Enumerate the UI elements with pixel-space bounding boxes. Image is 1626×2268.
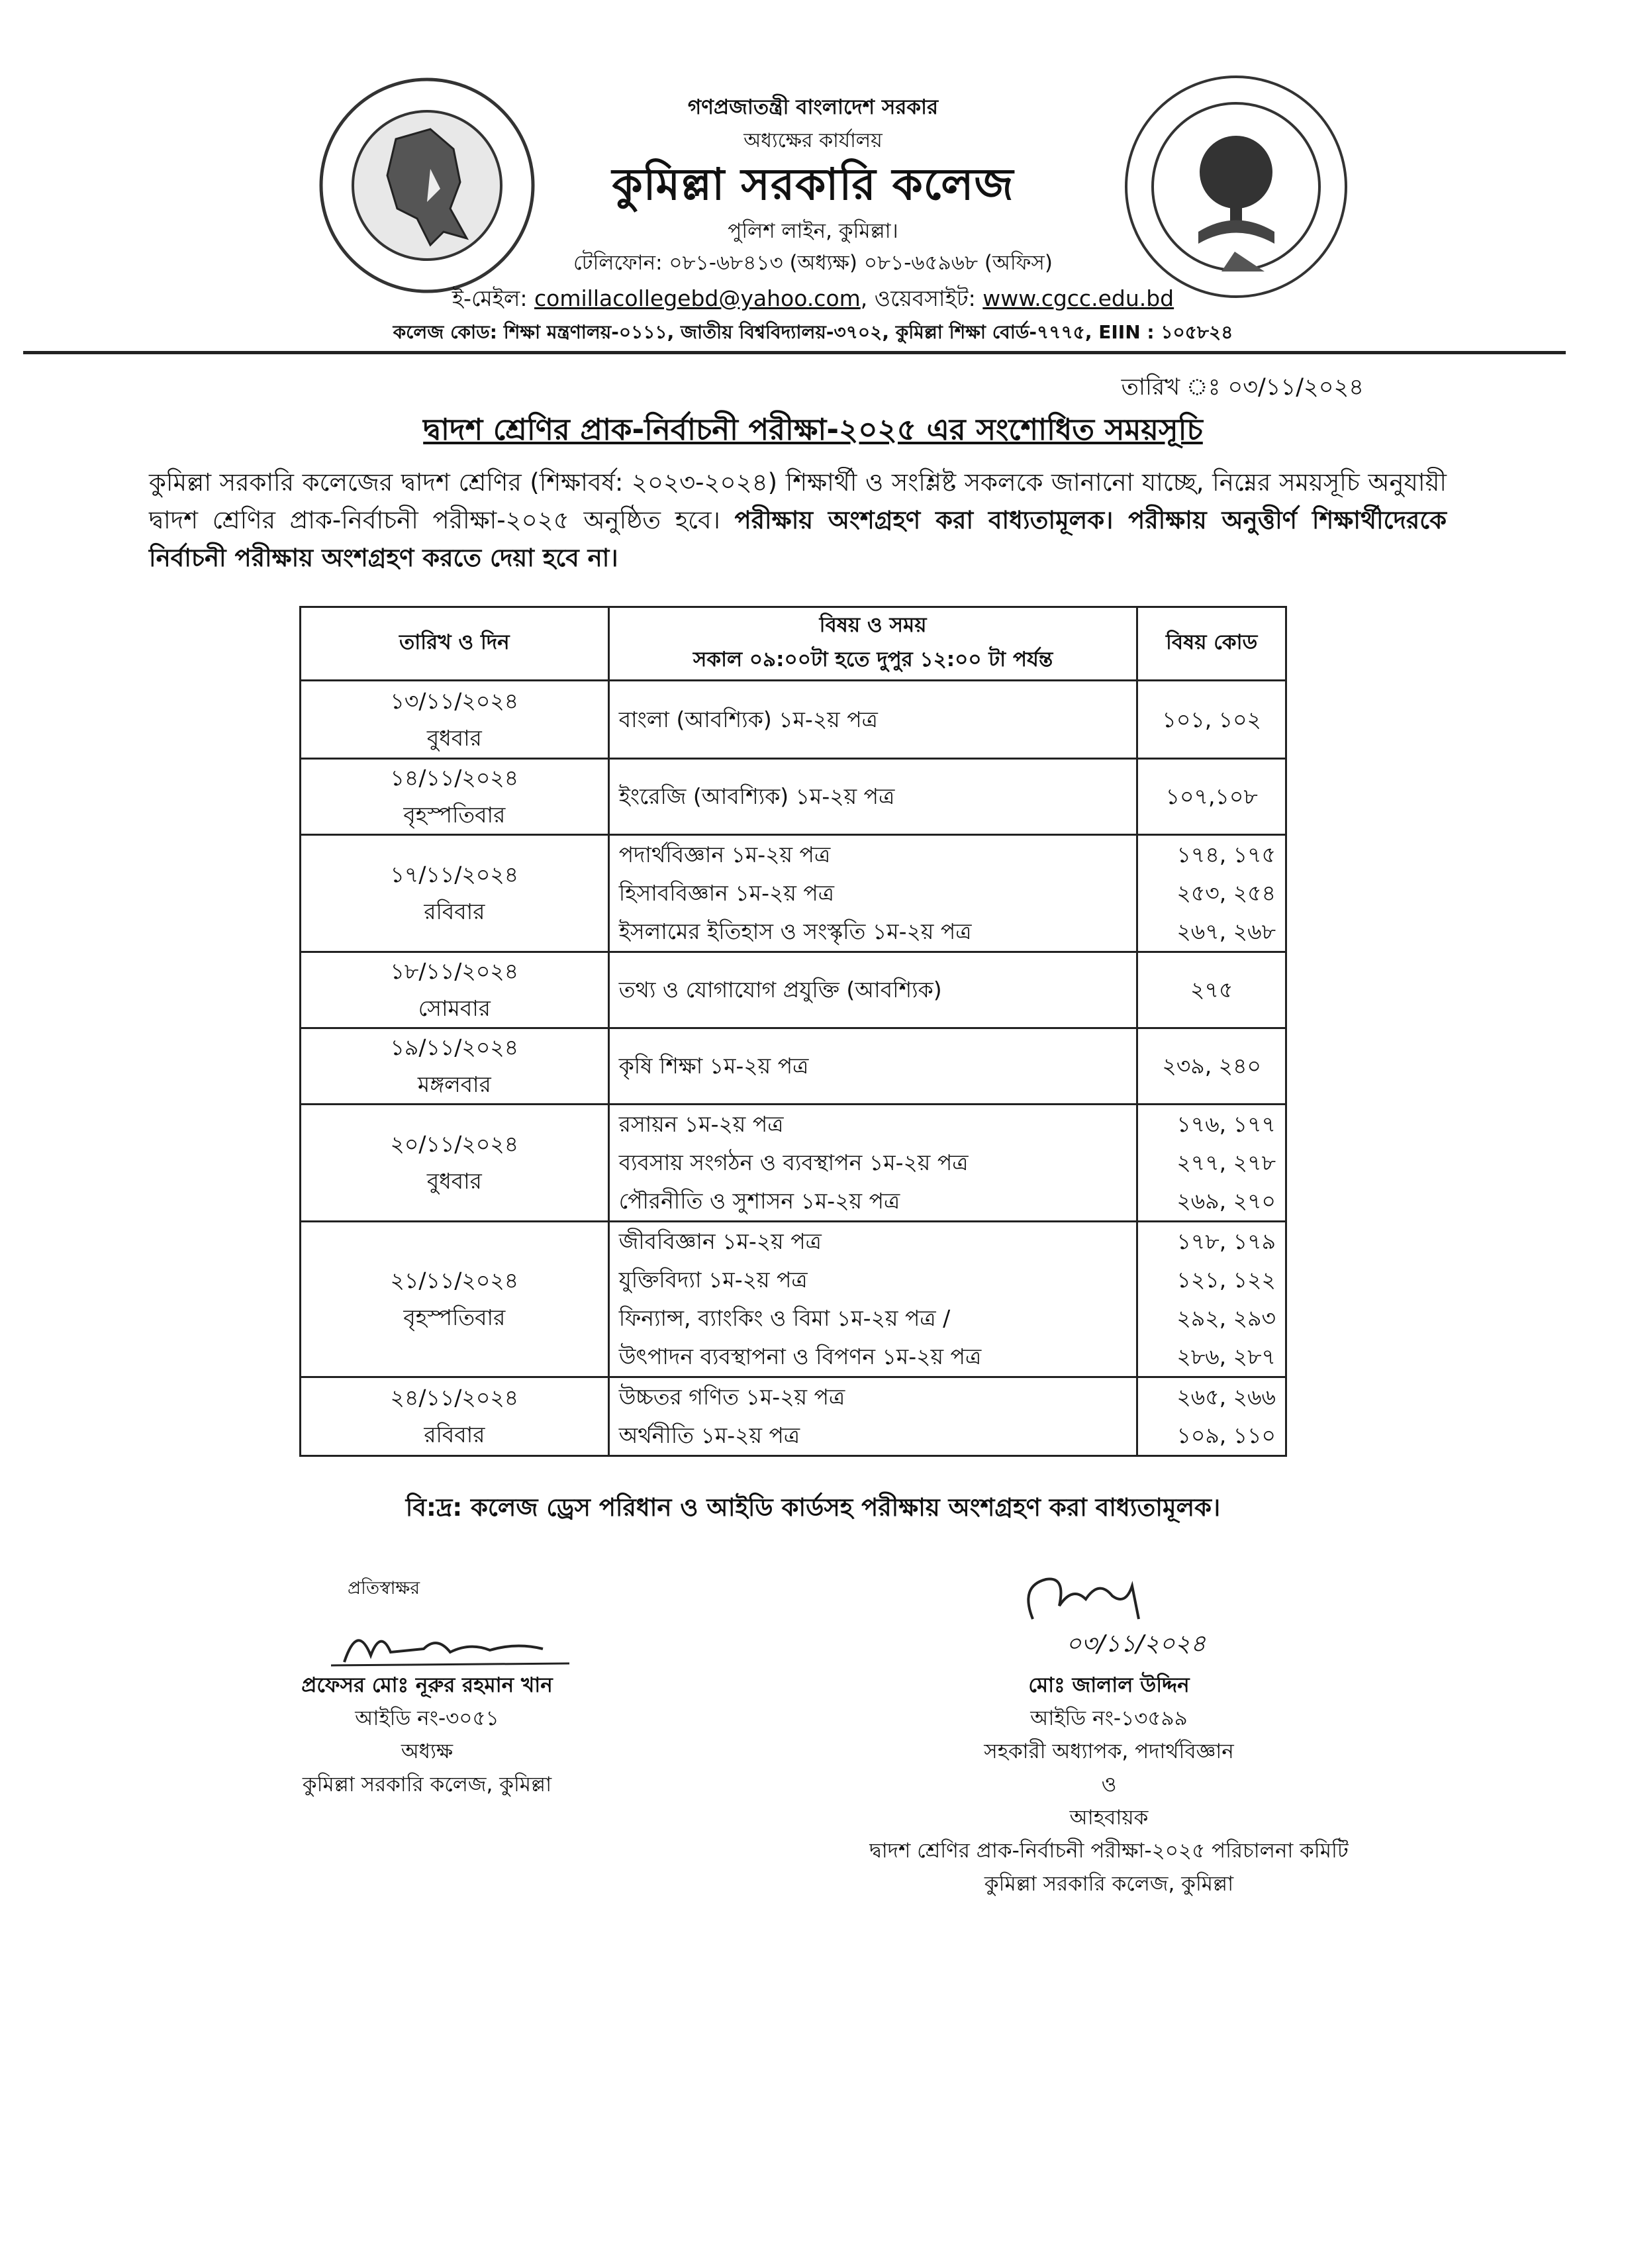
subject-code: ২৩৯, ২৪০ [1162,1053,1262,1079]
exam-date-cell [301,1105,609,1222]
principal-name: প্রফেসর মোঃ নূরুর রহমান খান [301,1673,553,1697]
table-header-row [301,607,1286,681]
exam-subject-cell [608,1377,1137,1456]
exam-day: বুধবার [426,1168,482,1194]
notice-bold-text: পরীক্ষায় অংশগ্রহণ করা বাধ্যতামূলক। পরীক্ষায় অনুত্তীর্ণ শিক্ষার্থীদেরকে নির্বাচনী পরীক্ষায় অংশগ্রহণ করতে দেয়া হবে না। [149,506,1447,572]
subject-code: ২৬৭, ২৬৮ [1176,918,1276,944]
subject-code: ২৮৬, ২৮৭ [1176,1344,1276,1369]
convener-name: মোঃ জালাল উদ্দিন [1028,1673,1190,1697]
subject-code: ২৭৫ [1190,977,1233,1003]
subject-code-cell [1137,952,1286,1028]
exam-date-cell [301,681,609,759]
email-link[interactable]: comillacollegebd@yahoo.com [534,285,861,311]
exam-subject-cell [608,759,1137,835]
table-row [301,681,1286,759]
exam-date: ১৮/১১/২০২৪ [390,958,519,984]
exam-subject-cell [608,952,1137,1028]
exam-date: ১৪/১১/২০২৪ [390,765,519,791]
exam-subject: জীববিজ্ঞান ১ম-২য় পত্র [618,1228,822,1254]
government-name: গণপ্রজাতন্ত্রী বাংলাদেশ সরকার [687,95,939,119]
subject-code: ১৭৮, ১৭৯ [1176,1228,1276,1254]
exam-date: ২১/১১/২০২৪ [390,1267,519,1293]
table-row [301,1105,1286,1222]
email-label: ই-মেইল: [452,285,535,311]
notice-title-text: দ্বাদশ শ্রেণির প্রাক-নির্বাচনী পরীক্ষা-২০২৫ এর সংশোধিত সময়সূচি [423,412,1203,447]
exam-date: ১৩/১১/২০২৪ [390,687,519,714]
exam-subject: কৃষি শিক্ষা ১ম-২য় পত্র [618,1053,809,1079]
table-row [301,1222,1286,1377]
header-divider [23,351,1566,354]
exam-day: রবিবার [424,1422,485,1448]
convener-institution: কুমিল্লা সরকারি কলেজ, কুমিল্লা [984,1872,1234,1896]
subject-code: ১৭৪, ১৭৫ [1176,842,1276,867]
header-subject-time: সকাল ০৯:০০টা হতে দুপুর ১২:০০ টা পর্যন্ত [693,648,1053,671]
table-row [301,835,1286,952]
exam-subject-cell [608,835,1137,952]
exam-date-cell [301,952,609,1028]
table-row [301,1377,1286,1456]
exam-subject: ব্যবসায় সংগঠন ও ব্যবস্থাপন ১ম-২য় পত্র [618,1150,969,1175]
exam-day: বৃহস্পতিবার [403,802,506,828]
subject-code-cell [1137,681,1286,759]
subject-code: ২৭৭, ২৭৮ [1176,1150,1276,1175]
subject-code: ১০৯, ১১০ [1176,1422,1276,1448]
exam-schedule-table [299,606,1287,1457]
principal-signature [318,1616,583,1675]
contact-line [0,281,1626,319]
exam-date-cell [301,835,609,952]
header-subject [608,607,1137,681]
subject-code: ২৯২, ২৯৩ [1176,1305,1276,1331]
principal-id: আইডি নং-৩০৫১ [355,1706,499,1730]
subject-code: ১০৭,১০৮ [1165,783,1258,809]
convener-committee: দ্বাদশ শ্রেণির প্রাক-নির্বাচনী পরীক্ষা-২০২৫ পরিচালনা কমিটি [869,1839,1349,1863]
table-body [301,681,1286,1456]
exam-date: ২৪/১১/২০২৪ [390,1385,519,1410]
exam-subject: বাংলা (আবশ্যিক) ১ম-২য় পত্র [618,706,878,732]
exam-date: ১৭/১১/২০২৪ [390,862,519,887]
subject-code: ১২১, ১২২ [1176,1267,1276,1293]
exam-day: মঙ্গলবার [417,1071,491,1097]
exam-subject: যুক্তিবিদ্যা ১ম-২য় পত্র [618,1267,808,1293]
exam-subject: তথ্য ও যোগাযোগ প্রযুক্তি (আবশ্যিক) [618,977,942,1003]
college-address: পুলিশ লাইন, কুমিল্লা। [728,219,898,243]
notice-date: তারিখ ঃ ০৩/১১/২০২৪ [1121,374,1364,401]
exam-date-cell [301,1222,609,1377]
exam-date: ১৯/১১/২০২৪ [390,1034,519,1060]
convener-and: ও [1101,1773,1117,1797]
exam-subject-cell [608,1028,1137,1105]
table-row [301,1028,1286,1105]
principal-designation: অধ্যক্ষ [401,1740,454,1763]
convener-designation: সহকারী অধ্যাপক, পদার্থবিজ্ঞান [984,1740,1234,1763]
subject-code: ২৬৯, ২৭০ [1176,1188,1276,1214]
exam-subject-cell [608,681,1137,759]
subject-code: ১০১, ১০২ [1162,706,1261,732]
countersign-label: প্রতিস্বাক্ষর [348,1578,420,1599]
convener-role: আহবায়ক [1069,1806,1149,1830]
exam-date-cell [301,1377,609,1456]
exam-subject: উৎপাদন ব্যবস্থাপনা ও বিপণন ১ম-২য় পত্র [618,1344,982,1369]
exam-subject: পৌরনীতি ও সুশাসন ১ম-২য় পত্র [618,1188,900,1214]
website-label: , ওয়েবসাইট: [860,285,983,311]
exam-date-cell [301,759,609,835]
exam-day: রবিবার [424,899,485,924]
exam-subject: উচ্চতর গণিত ১ম-২য় পত্র [618,1384,845,1410]
exam-subject: হিসাববিজ্ঞান ১ম-২য় পত্র [618,880,835,906]
exam-subject: পদার্থবিজ্ঞান ১ম-২য় পত্র [618,842,831,867]
exam-day: সোমবার [418,995,491,1021]
left-signatory [252,1669,602,1801]
notice-title [0,407,1626,457]
exam-date: ২০/১১/২০২৪ [390,1131,519,1157]
right-signatory [712,1669,1506,1900]
subject-code-cell [1137,1028,1286,1105]
exam-day: বৃহস্পতিবার [403,1305,506,1330]
header-code: বিষয় কোড [1137,607,1286,681]
exam-subject: ইংরেজি (আবশ্যিক) ১ম-২য় পত্র [618,783,895,809]
subject-code-cell [1137,1222,1286,1377]
subject-code-cell [1137,1105,1286,1222]
college-name: কুমিল্লা সরকারি কলেজ [612,159,1014,210]
subject-code-cell [1137,759,1286,835]
notice-body [149,464,1447,577]
office-name: অধ্যক্ষের কার্যালয় [743,129,883,152]
principal-institution: কুমিল্লা সরকারি কলেজ, কুমিল্লা [302,1773,552,1797]
exam-subject: রসায়ন ১ম-২য় পত্র [618,1111,784,1137]
convener-signature-date: ০৩/১১/২০২৪ [1066,1630,1206,1657]
website-link[interactable]: www.cgcc.edu.bd [982,285,1174,311]
exam-subject: ইসলামের ইতিহাস ও সংস্কৃতি ১ম-২য় পত্র [618,918,972,944]
header-subject-label: বিষয় ও সময় [819,613,927,637]
exam-subject: অর্থনীতি ১ম-২য় পত্র [618,1422,800,1448]
subject-code: ২৬৫, ২৬৬ [1176,1384,1276,1410]
exam-date-cell [301,1028,609,1105]
convener-id: আইডি নং-১৩৫৯৯ [1030,1706,1188,1730]
exam-subject-cell [608,1105,1137,1222]
exam-subject-cell [608,1222,1137,1377]
header-date: তারিখ ও দিন [301,607,609,681]
subject-code-cell [1137,1377,1286,1456]
phone-numbers: টেলিফোন: ০৮১-৬৮৪১৩ (অধ্যক্ষ) ০৮১-৬৫৯৬৮ (অফিস) [573,251,1053,275]
subject-code: ১৭৬, ১৭৭ [1176,1111,1276,1137]
exam-day: বুধবার [426,724,482,751]
subject-code-cell [1137,835,1286,952]
college-codes: কলেজ কোড: শিক্ষা মন্ত্রণালয়-০১১১, জাতীয় বিশ্ববিদ্যালয়-৩৭০২, কুমিল্লা শিক্ষা বোর্ড-৭৭৭৫, EIIN : ১০৫৮২৪ [393,321,1233,343]
subject-code: ২৫৩, ২৫৪ [1176,880,1276,906]
footnote: বি:দ্র: কলেজ ড্রেস পরিধান ও আইডি কার্ডসহ পরীক্ষায় অংশগ্রহণ করা বাধ্যতামূলক। [405,1493,1221,1522]
table-row [301,952,1286,1028]
exam-subject: ফিন্যান্স, ব্যাংকিং ও বিমা ১ম-২য় পত্র / [618,1305,951,1331]
table-row [301,759,1286,835]
notice-text: কুমিল্লা সরকারি কলেজের দ্বাদশ শ্রেণির (শিক্ষাবর্ষ: ২০২৩-২০২৪) শিক্ষার্থী ও সংশ্লিষ্ট সকলকে জানানো যাচ্ছে, নিম্নের সময়সূচি অনুযায়ী দ্বাদশ শ্রেণির প্রাক-নির্বাচনী পরীক্ষা-২০২৫ অনুষ্ঠিত হবে। [149,468,1447,534]
